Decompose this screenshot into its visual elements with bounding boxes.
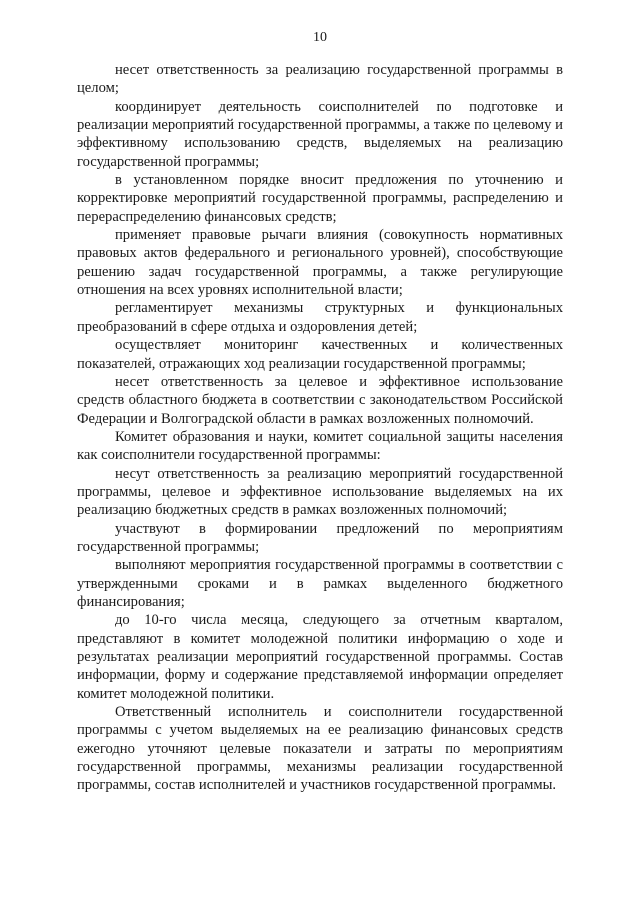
paragraph: до 10-го числа месяца, следующего за отчетным кварталом, представляют в комитет молодежной политики информацию о ходе и результатах реализации мероприятий государственной программы. Состав информации, форму и содержание представляемой информации определяет комитет молодежной политики. [77, 612, 563, 702]
paragraph: координирует деятельность соисполнителей по подготовке и реализации мероприятий государственной программы, а также по целевому и эффективному использованию средств, выделяемых на реализацию государственной программы; [77, 98, 563, 170]
body-text [77, 61, 563, 795]
paragraph: осуществляет мониторинг качественных и количественных показателей, отражающих ход реализации государственной программы; [77, 337, 563, 372]
paragraph: несут ответственность за реализацию мероприятий государственной программы, целевое и эффективное использование выделяемых на их реализацию бюджетных средств в рамках возложенных полномочий; [77, 465, 563, 519]
paragraph: применяет правовые рычаги влияния (совокупность нормативных правовых актов федерального и регионального уровней), способствующие решению задач государственной программы, а также регулирующие отношения на всех уровнях исполнительной власти; [77, 227, 563, 299]
paragraph: выполняют мероприятия государственной программы в соответствии с утвержденными сроками и в рамках выделенного бюджетного финансирования; [77, 557, 563, 610]
paragraph: Комитет образования и науки, комитет социальной защиты населения как соисполнители государственной программы: [77, 428, 563, 464]
paragraph: регламентирует механизмы структурных и функциональных преобразований в сфере отдыха и оздоровления детей; [77, 300, 563, 335]
paragraph: в установленном порядке вносит предложения по уточнению и корректировке мероприятий государственной программы, распределению и перераспределению финансовых средств; [77, 172, 563, 225]
paragraph: несет ответственность за целевое и эффективное использование средств областного бюджета в соответствии с законодательством Российской Федерации и Волгоградской области в рамках возложенных полномочий. [77, 373, 563, 427]
page-number: 10 [313, 30, 327, 45]
paragraph: участвуют в формировании предложений по мероприятиям государственной программы; [77, 520, 563, 555]
paragraph: Ответственный исполнитель и соисполнители государственной программы с учетом выделяемых на ее реализацию финансовых средств ежегодно уточняют целевые показатели и затраты по мероприятиям государственной программы, механизмы реализации государственной программы, состав исполнителей и участников государственной программы. [77, 704, 563, 794]
paragraph: несет ответственность за реализацию государственной программы в целом; [77, 62, 563, 97]
